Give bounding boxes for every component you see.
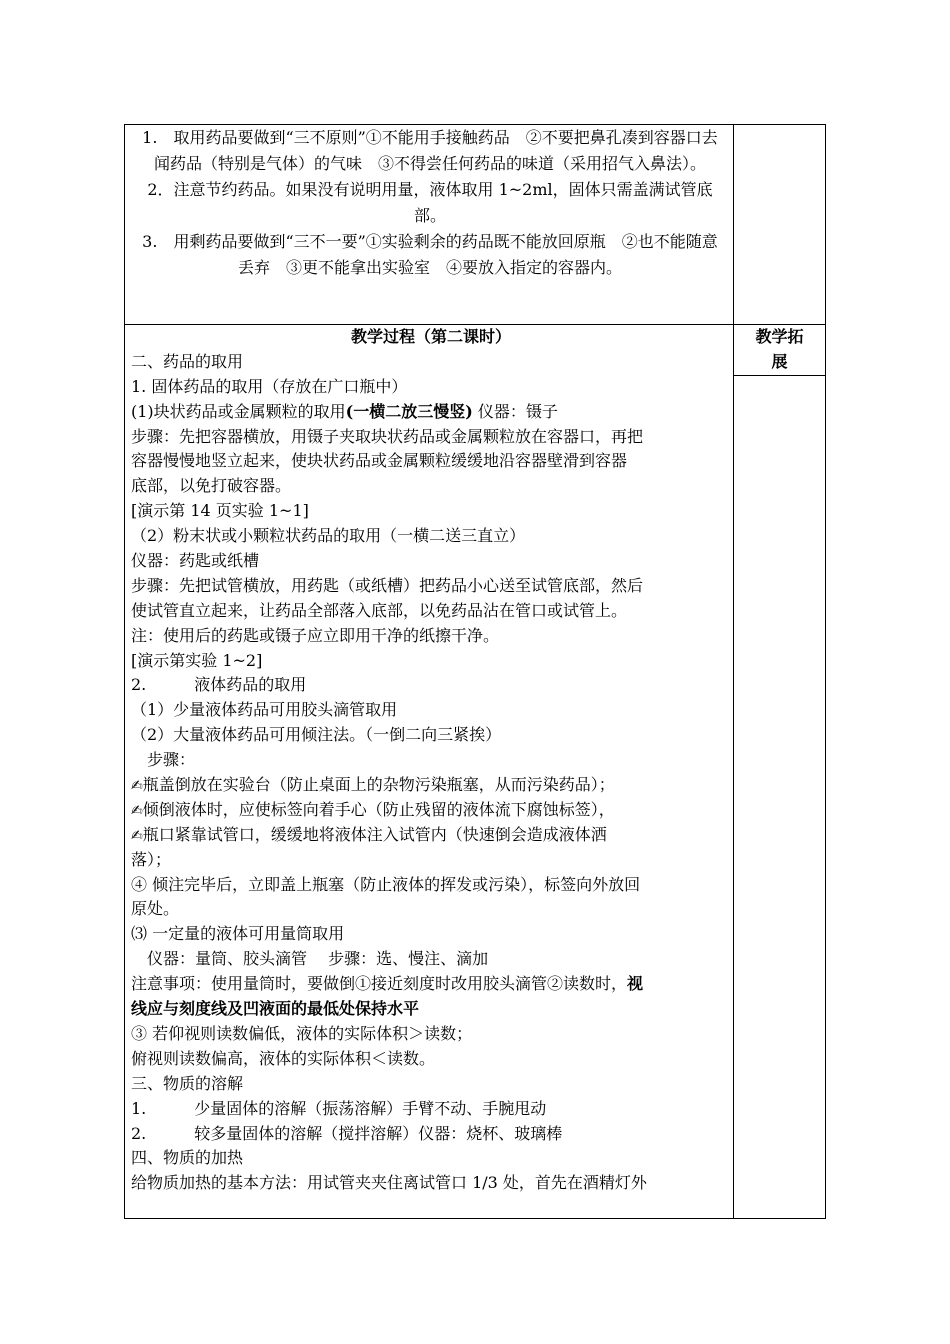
rule-item-2: 2．注意节约药品。如果没有说明用量，液体取用 1~2ml，固体只需盖满试管底部。 <box>147 180 713 225</box>
text-line: 底部，以免打破容器。 <box>131 476 292 496</box>
text-line: 注：使用后的药匙或镊子应立即用干净的纸擦干净。 <box>131 625 500 645</box>
section-title: 教学过程（第二课时） <box>350 327 511 346</box>
extension-header-divider <box>733 375 825 376</box>
text-line: 落）； <box>131 849 172 869</box>
text-line: 二、药品的取用 <box>131 351 244 371</box>
text-line: 俯视则读数偏高，液体的实际体积＜读数。 <box>131 1048 436 1068</box>
text-line: 三、物质的溶解 <box>131 1073 244 1093</box>
rules-cell <box>135 125 725 281</box>
text-line: [演示第 14 页实验 1~1] <box>131 501 309 521</box>
rule-item-1: 1. 取用药品要做到“三不原则”①不能用手接触药品 ②不要把鼻孔凑到容器口去闻药品（特别是气体）的气味 ③不得尝任何药品的味道（采用招气入鼻法）。 <box>142 128 718 173</box>
text-line: 步骤：先把试管横放，用药匙（或纸槽）把药品小心送至试管底部，然后 <box>131 575 644 595</box>
text-line: 步骤： <box>131 750 196 770</box>
text-line: 原处。 <box>131 899 180 919</box>
text-line: 给物质加热的基本方法：用试管夹夹住离试管口 1/3 处，首先在酒精灯外 <box>131 1173 647 1193</box>
text-line: 1. 少量固体的溶解（振荡溶解）手臂不动、手腕甩动 <box>131 1098 547 1118</box>
extension-title-line: 教学拓 <box>755 327 804 346</box>
text-line: 2. 液体药品的取用 <box>131 675 307 695</box>
extension-title-line: 展 <box>771 351 788 371</box>
pen-icon: ✍ <box>131 778 143 795</box>
text-line: 使试管直立起来，让药品全部落入底部，以免药品沾在管口或试管上。 <box>131 600 628 620</box>
text-line: ④ 倾注完毕后，立即盖上瓶塞（防止液体的挥发或污染），标签向外放回 <box>131 874 641 894</box>
text-line: 2. 较多量固体的溶解（搅拌溶解）仪器：烧杯、玻璃棒 <box>131 1123 563 1143</box>
step-line: ✍倾倒液体时，应使标签向着手心（防止残留的液体流下腐蚀标签）， <box>131 799 615 819</box>
text-line: ③ 若仰视则读数偏低，液体的实际体积＞读数； <box>131 1023 473 1043</box>
note-line-bold: 线应与刻度线及凹液面的最低处保持水平 <box>131 999 420 1019</box>
note-line: 注意事项：使用量筒时，要做倒①接近刻度时改用胶头滴管②读数时，视 <box>131 974 644 994</box>
lesson-table <box>124 124 826 1219</box>
text-line: （1）少量液体药品可用胶头滴管取用 <box>131 700 398 720</box>
block-drug-line: (1)块状药品或金属颗粒的取用(一横二放三慢竖) 仪器：镊子 <box>131 401 558 421</box>
text-line: 仪器：药匙或纸槽 <box>131 551 260 571</box>
text-line: 步骤：先把容器横放，用镊子夹取块状药品或金属颗粒放在容器口，再把 <box>131 426 644 446</box>
step-line: ✍瓶盖倒放在实验台（防止桌面上的杂物污染瓶塞，从而污染药品）； <box>131 775 615 795</box>
text-line: ⑶ 一定量的液体可用量筒取用 <box>131 924 345 944</box>
rule-item-3: 3. 用剩药品要做到“三不一要”①实验剩余的药品既不能放回原瓶 ②也不能随意丢弃 ③更不能拿出实验室 ④要放入指定的容器内。 <box>142 232 718 277</box>
text-line: [演示第实验 1~2] <box>131 650 263 670</box>
text-line: （2）大量液体药品可用倾注法。（一倒二向三紧挨） <box>131 725 502 745</box>
text-line: 仪器：量筒、胶头滴管 步骤：选、慢注、滴加 <box>131 949 489 969</box>
text-line: 四、物质的加热 <box>131 1148 244 1168</box>
text-line: 容器慢慢地竖立起来，使块状药品或金属颗粒缓缓地沿容器壁滑到容器 <box>131 451 628 471</box>
column-divider <box>733 125 734 1218</box>
text-line: 1. 固体药品的取用（存放在广口瓶中） <box>131 376 408 396</box>
pen-icon: ✍ <box>131 827 143 844</box>
extension-header <box>734 325 825 375</box>
text-line: （2）粉末状或小颗粒状药品的取用（一横二送三直立） <box>131 526 526 546</box>
pen-icon: ✍ <box>131 802 143 819</box>
step-line: ✍瓶口紧靠试管口，缓缓地将液体注入试管内（快速倒会造成液体洒 <box>131 824 607 844</box>
teaching-process-cell <box>131 325 731 1196</box>
